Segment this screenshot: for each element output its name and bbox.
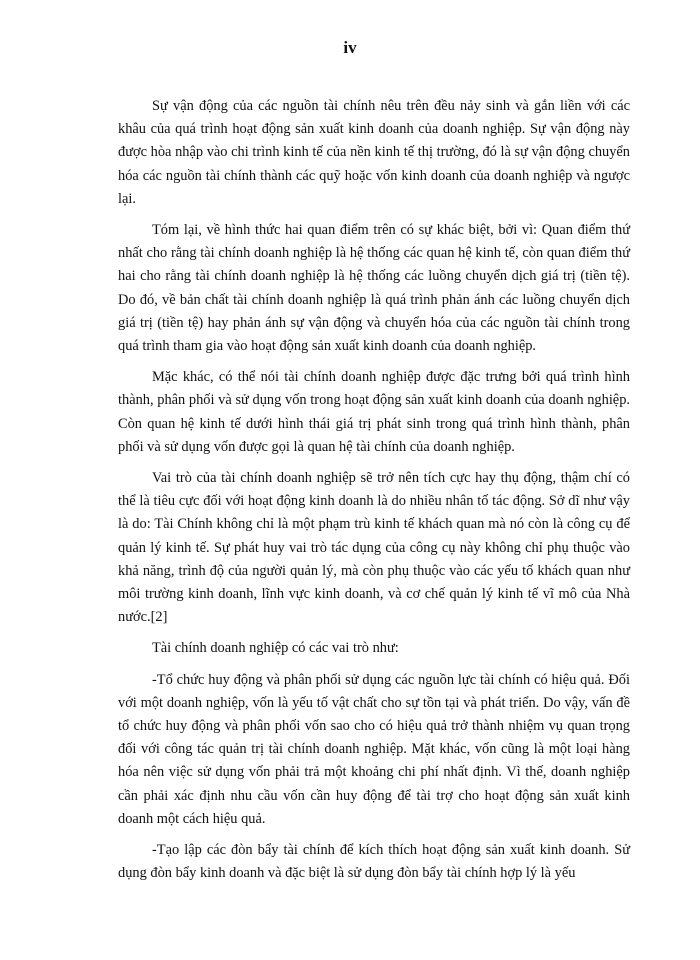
paragraph-7: -Tạo lập các đòn bẩy tài chính để kích thích hoạt động sản xuất kinh doanh. Sử dụng đòn bẩy kinh doanh và đặc biệt là sử dụng đòn bẩy tài chính hợp lý là yếu [118, 842, 630, 882]
paragraph-5: Tài chính doanh nghiệp có các vai trò như: [152, 640, 399, 657]
page-number: iv [343, 38, 357, 57]
paragraph-4: Vai trò của tài chính doanh nghiệp sẽ trở nên tích cực hay thụ động, thậm chí có thể là tiêu cực đối với hoạt động kinh doanh là do nhiều nhân tố tác động. Sở dĩ như vậy là do: Tài Chính không chỉ là một phạm trù kinh tế khách quan mà nó còn là công cụ để quản lý kinh tế. Sự phát huy vai trò tác dụng của công cụ này không chỉ phụ thuộc vào khả năng, trình độ của người quản lý, mà còn phụ thuộc vào các yếu tố khách quan như môi trường kinh doanh, lĩnh vực kinh doanh, và cơ chế quản lý kinh tế vĩ mô của Nhà nước.[2] [118, 470, 630, 626]
paragraph-3: Mặc khác, có thể nói tài chính doanh nghiệp được đặc trưng bởi quá trình hình thành, phân phối và sử dụng vốn trong hoạt động sản xuất kinh doanh của doanh nghiệp. Còn quan hệ kinh tế dưới hình thái giá trị phát sinh trong quá trình hình thành, phân phối và sử dụng vốn được gọi là quan hệ tài chính của doanh nghiệp. [118, 369, 630, 455]
paragraph-6: -Tổ chức huy động và phân phối sử dụng các nguồn lực tài chính có hiệu quả. Đối với một doanh nghiệp, vốn là yếu tố vật chất cho sự tồn tại và phát triển. Do vậy, vấn đề tổ chức huy động và phân phối vốn sao cho có hiệu quả trở thành nhiệm vụ quan trọng đối với công tác quản trị tài chính doanh nghiệp. Mặt khác, vốn cũng là một loại hàng hóa nên việc sử dụng vốn phải trả một khoảng chi phí nhất định. Vì thế, doanh nghiệp cần phải xác định nhu cầu vốn cần huy động để tài trợ cho hoạt động sản xuất kinh doanh một cách hiệu quả. [118, 671, 630, 827]
paragraph-2: Tóm lại, về hình thức hai quan điểm trên có sự khác biệt, bởi vì: Quan điểm thứ nhất cho rằng tài chính doanh nghiệp là hệ thống các quan hệ kinh tế, còn quan điểm thứ hai cho rằng tài chính doanh nghiệp là hệ thống các luồng chuyển dịch giá trị (tiền tệ). Do đó, về bản chất tài chính doanh nghiệp là quá trình phản ánh các luồng chuyển dịch giá trị (tiền tệ) hay phản ánh sự vận động và chuyển hóa của các nguồn tài chính trong quá trình tham gia vào hoạt động sản xuất kinh doanh của doanh nghiệp. [118, 222, 630, 355]
body-text [118, 95, 630, 894]
paragraph-1: Sự vận động của các nguồn tài chính nêu trên đều nảy sinh và gắn liền với các khâu của quá trình hoạt động sản xuất kinh doanh của doanh nghiệp. Sự vận động này được hòa nhập vào chi trình kinh tế của nền kinh tế thị trường, đó là sự vận động chuyển hóa các nguồn tài chính thành các quỹ hoặc vốn kinh doanh của doanh nghiệp và ngược lại. [118, 98, 630, 207]
